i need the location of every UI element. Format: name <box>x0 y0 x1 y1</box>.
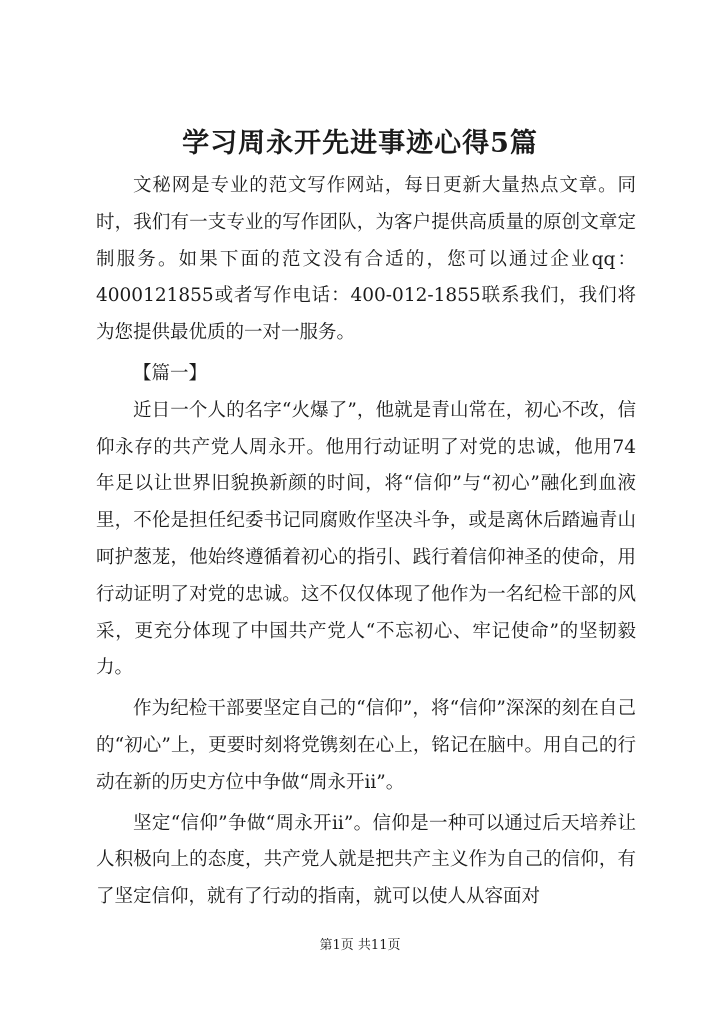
document-title: 学习周永开先进事迹心得5篇 <box>182 128 538 159</box>
body-paragraph-3: 坚定“信仰”争做“周永开ii”。信仰是一种可以通过后天培养让人积极向上的态度，共产党人就是把共产主义作为自己的信仰，有了坚定信仰，就有了行动的指南，就可以使人从容面对 <box>96 812 636 908</box>
document-body <box>96 168 636 916</box>
section-label: 【篇一】 <box>133 362 208 384</box>
intro-paragraph: 文秘网是专业的范文写作网站，每日更新大量热点文章。同时，我们有一支专业的写作团队，为客户提供高质量的原创文章定制服务。如果下面的范文没有合适的，您可以通过企业qq：4000121855或者写作电话：400-012-1855联系我们，我们将为您提供最优质的一对一服务。 <box>96 175 636 344</box>
body-paragraph-2: 作为纪检干部要坚定自己的“信仰”，将“信仰”深深的刻在自己的“初心”上，更要时刻将党镌刻在心上，铭记在脑中。用自己的行动在新的历史方位中争做“周永开ii”。 <box>96 698 636 793</box>
body-paragraph-1: 近日一个人的名字“火爆了”，他就是青山常在，初心不改，信仰永存的共产党人周永开。他用行动证明了对党的忠诚，他用74年足以让世界旧貌换新颜的时间，将“信仰”与“初心”融化到血液里，不伦是担任纪委书记同腐败作坚决斗争，或是离休后踏遍青山呵护葱茏，他始终遵循着初心的指引、践行着信仰神圣的使命，用行动证明了对党的忠诚。这不仅仅体现了他作为一名纪检干部的风采，更充分体现了中国共产党人“不忘初心、牢记使命”的坚韧毅力。 <box>96 399 636 679</box>
page-footer: 第1页 共11页 <box>319 938 401 953</box>
